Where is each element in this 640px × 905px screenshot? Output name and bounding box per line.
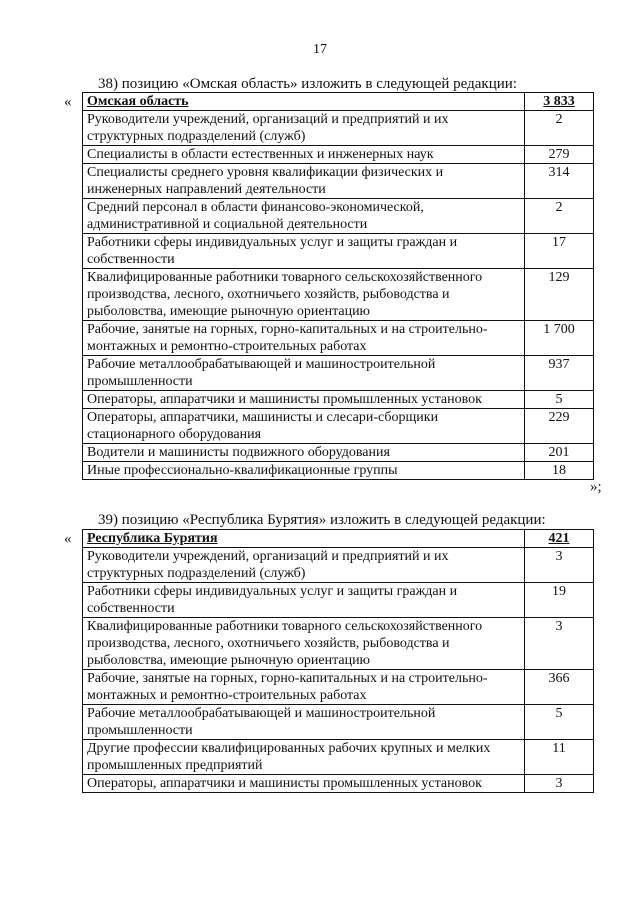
quota-value: 1 700	[525, 321, 594, 356]
table-row	[83, 199, 594, 234]
table-header-row	[83, 93, 594, 111]
occupation-group: Операторы, аппаратчики и машинисты промышленных установок	[83, 775, 525, 793]
occupation-group: Работники сферы индивидуальных услуг и защиты граждан и собственности	[83, 234, 525, 269]
quota-value: 3	[525, 618, 594, 670]
quota-value: 3	[525, 775, 594, 793]
occupation-group: Другие профессии квалифицированных рабочих крупных и мелких промышленных предприятий	[83, 740, 525, 775]
opening-quote: «	[64, 94, 72, 110]
table-body	[83, 530, 594, 793]
section-intro: 38) позицию «Омская область» изложить в следующей редакции:	[98, 76, 517, 92]
quota-value: 5	[525, 705, 594, 740]
table-row	[83, 111, 594, 146]
occupation-group: Рабочие металлообрабатывающей и машиностроительной промышленности	[83, 705, 525, 740]
quota-value: 937	[525, 356, 594, 391]
quota-value: 2	[525, 199, 594, 234]
closing-quote: »;	[590, 479, 602, 495]
table-row	[83, 321, 594, 356]
quota-value: 229	[525, 409, 594, 444]
quota-value: 17	[525, 234, 594, 269]
table-row	[83, 444, 594, 462]
occupation-group: Рабочие металлообрабатывающей и машиностроительной промышленности	[83, 356, 525, 391]
quota-value: 314	[525, 164, 594, 199]
table-header-row	[83, 530, 594, 548]
region-total: 3 833	[525, 93, 594, 111]
quota-value: 2	[525, 111, 594, 146]
table-row	[83, 462, 594, 480]
quota-value: 3	[525, 548, 594, 583]
allocation-table	[82, 529, 594, 793]
occupation-group: Операторы, аппаратчики и машинисты промышленных установок	[83, 391, 525, 409]
occupation-group: Квалифицированные работники товарного сельскохозяйственного производства, лесного, охотничьего хозяйств, рыбоводства и рыболовства, имеющие рыночную ориентацию	[83, 618, 525, 670]
occupation-group: Руководители учреждений, организаций и предприятий и их структурных подразделений (служб)	[83, 548, 525, 583]
table-row	[83, 775, 594, 793]
section-intro: 39) позицию «Республика Бурятия» изложить в следующей редакции:	[98, 512, 546, 528]
occupation-group: Квалифицированные работники товарного сельскохозяйственного производства, лесного, охотничьего хозяйств, рыбоводства и рыболовства, имеющие рыночную ориентацию	[83, 269, 525, 321]
table-row	[83, 618, 594, 670]
table-row	[83, 548, 594, 583]
opening-quote: «	[64, 531, 72, 547]
table-row	[83, 269, 594, 321]
occupation-group: Руководители учреждений, организаций и предприятий и их структурных подразделений (служб)	[83, 111, 525, 146]
quota-value: 5	[525, 391, 594, 409]
table-row	[83, 356, 594, 391]
table-row	[83, 705, 594, 740]
quota-value: 279	[525, 146, 594, 164]
table-row	[83, 670, 594, 705]
occupation-group: Средний персонал в области финансово-экономической, административной и социальной деятельности	[83, 199, 525, 234]
quota-value: 19	[525, 583, 594, 618]
table-row	[83, 146, 594, 164]
page-number: 17	[313, 42, 327, 57]
quota-value: 129	[525, 269, 594, 321]
occupation-group: Рабочие, занятые на горных, горно-капитальных и на строительно-монтажных и ремонтно-строительных работах	[83, 321, 525, 356]
occupation-group: Иные профессионально-квалификационные группы	[83, 462, 525, 480]
quota-value: 11	[525, 740, 594, 775]
region-name: Омская область	[83, 93, 525, 111]
table-row	[83, 740, 594, 775]
occupation-group: Рабочие, занятые на горных, горно-капитальных и на строительно-монтажных и ремонтно-строительных работах	[83, 670, 525, 705]
table-body	[83, 93, 594, 480]
table-row	[83, 409, 594, 444]
quota-value: 18	[525, 462, 594, 480]
region-total: 421	[525, 530, 594, 548]
allocation-table	[82, 92, 594, 480]
occupation-group: Специалисты среднего уровня квалификации физических и инженерных направлений деятельности	[83, 164, 525, 199]
table-row	[83, 164, 594, 199]
region-name: Республика Бурятия	[83, 530, 525, 548]
table-row	[83, 234, 594, 269]
occupation-group: Водители и машинисты подвижного оборудования	[83, 444, 525, 462]
occupation-group: Специалисты в области естественных и инженерных наук	[83, 146, 525, 164]
table-row	[83, 391, 594, 409]
quota-value: 366	[525, 670, 594, 705]
occupation-group: Работники сферы индивидуальных услуг и защиты граждан и собственности	[83, 583, 525, 618]
occupation-group: Операторы, аппаратчики, машинисты и слесари-сборщики стационарного оборудования	[83, 409, 525, 444]
quota-value: 201	[525, 444, 594, 462]
table-row	[83, 583, 594, 618]
